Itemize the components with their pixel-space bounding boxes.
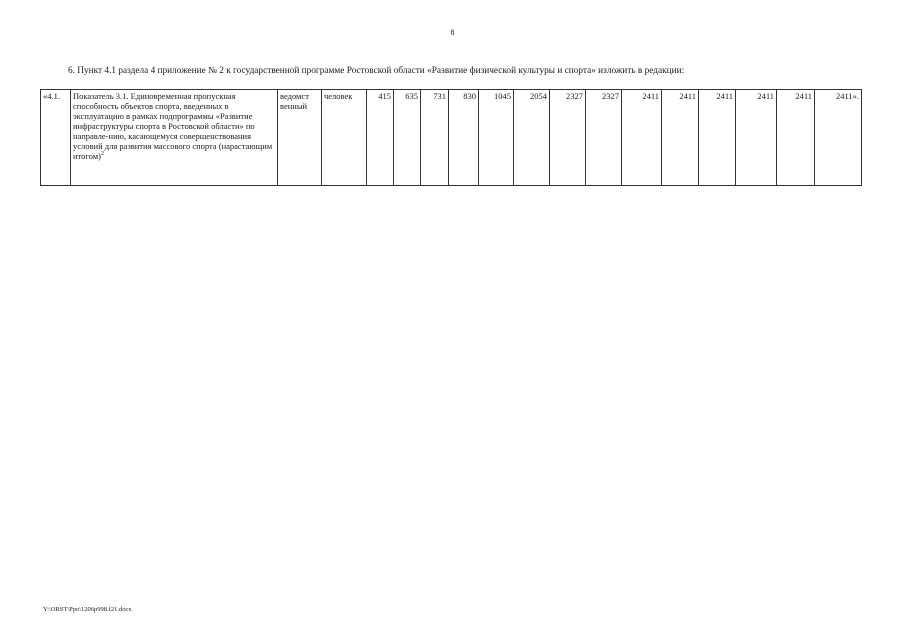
value-cell: 635 bbox=[394, 90, 421, 186]
value-cell: 731 bbox=[421, 90, 449, 186]
file-path-footer: Y:\ORST\Ppo\1206p998.f21.docx bbox=[43, 606, 132, 613]
footnote-marker: 2 bbox=[100, 151, 104, 158]
value-cell: 2411 bbox=[736, 90, 777, 186]
row-index-cell: «4.1. bbox=[41, 90, 71, 186]
value-cell: 2327 bbox=[586, 90, 622, 186]
table-row bbox=[41, 90, 862, 186]
intro-paragraph: 6. Пункт 4.1 раздела 4 приложение № 2 к государственной программе Ростовской области «Развитие физической культуры и спорта» изложить в редакции: bbox=[68, 66, 685, 76]
page-number: 8 bbox=[450, 28, 455, 37]
indicator-name-cell bbox=[71, 90, 278, 186]
indicator-table bbox=[40, 89, 862, 186]
value-cell: 2327 bbox=[550, 90, 586, 186]
indicator-type-cell: ведомст венный bbox=[278, 90, 322, 186]
indicator-name: Показатель 3.1. Единовременная пропускная способность объектов спорта, введенных в эксплуатацию в рамках подпрограммы «Развитие инфраструктуры спорта в Ростовской области» по направле-нию, касающемуся совершенствования условий для развития массового спорта (нарастающим итогом) bbox=[73, 91, 273, 162]
value-cell: 2411 bbox=[699, 90, 736, 186]
value-cell: 2411 bbox=[662, 90, 699, 186]
value-cell: 830 bbox=[449, 90, 479, 186]
value-cell: 415 bbox=[367, 90, 394, 186]
value-cell: 2411». bbox=[815, 90, 862, 186]
unit-cell: человек bbox=[322, 90, 367, 186]
value-cell: 2411 bbox=[777, 90, 815, 186]
value-cell: 1045 bbox=[479, 90, 514, 186]
value-cell: 2054 bbox=[514, 90, 550, 186]
value-cell: 2411 bbox=[622, 90, 662, 186]
